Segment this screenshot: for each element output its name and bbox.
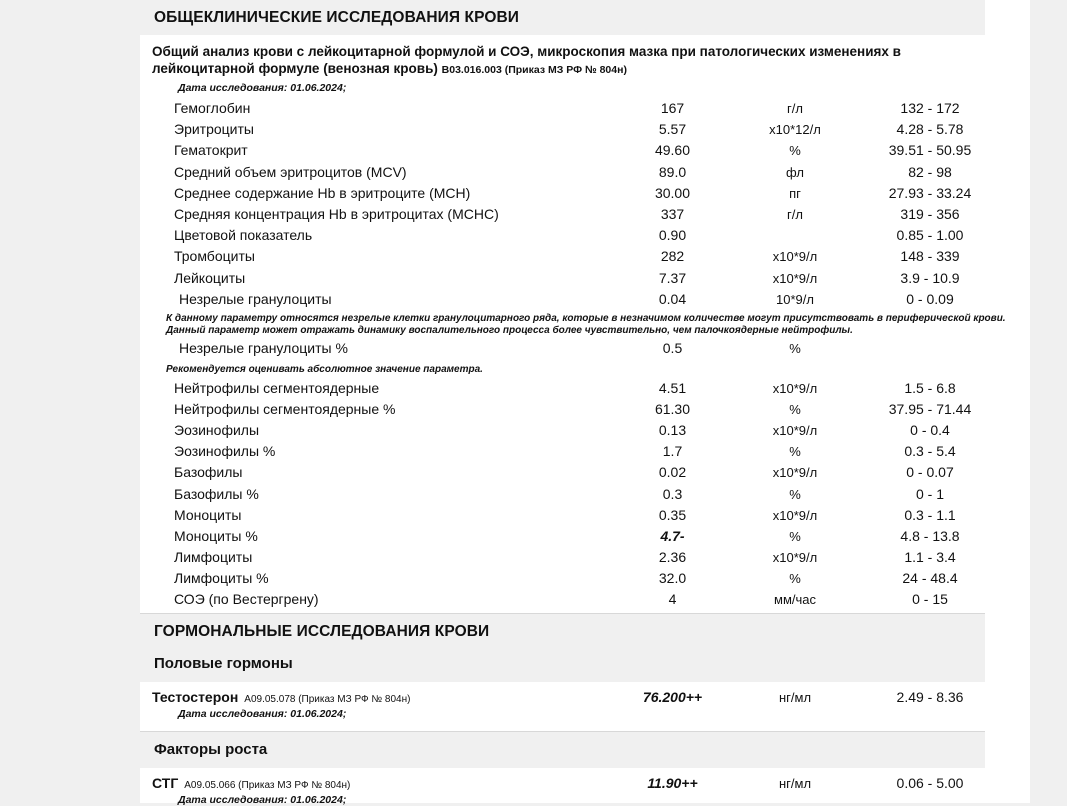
row-unit: х10*9/л xyxy=(772,380,818,396)
hormone-name: Тестостерон xyxy=(152,688,239,705)
row-reference: 132 - 172 xyxy=(900,100,960,116)
row-label: Средняя концентрация Hb в эритроцитах (MCHC) xyxy=(174,205,499,222)
row-reference: 0 - 0.4 xyxy=(910,421,950,438)
row-label: Тромбоциты xyxy=(174,248,255,265)
row-label: Эозинофилы % xyxy=(174,443,276,460)
table-row xyxy=(140,464,1030,485)
section-title-general-clinical: ОБЩЕКЛИНИЧЕСКИЕ ИССЛЕДОВАНИЯ КРОВИ xyxy=(154,9,520,26)
row-reference: 39.51 - 50.95 xyxy=(888,142,972,159)
row-value: 0.5 xyxy=(662,339,683,356)
section-band-general-clinical xyxy=(140,0,985,35)
row-label: Лимфоциты xyxy=(174,549,253,566)
row-reference: 0.06 - 5.00 xyxy=(896,774,964,791)
row-unit: нг/мл xyxy=(778,689,812,705)
row-reference: 0 - 15 xyxy=(912,591,948,608)
study-header-cbc xyxy=(140,35,1030,94)
row-label: Моноциты xyxy=(174,506,242,523)
row-label: СОЭ (по Вестергрену) xyxy=(174,591,319,608)
row-label: Гематокрит xyxy=(174,142,248,159)
row-value: 5.57 xyxy=(658,121,687,138)
subsection-title-growth-factors: Факторы роста xyxy=(154,740,268,758)
row-value: 0.13 xyxy=(658,421,687,438)
row-unit: % xyxy=(789,528,801,544)
row-unit: х10*12/л xyxy=(769,122,821,138)
study-code-cbc: B03.016.003 (Приказ МЗ РФ № 804н) xyxy=(441,64,627,76)
hormone-row-testosterone xyxy=(140,682,1030,705)
lab-report-page xyxy=(140,0,1030,806)
row-reference: 24 - 48.4 xyxy=(902,570,958,587)
row-value-abnormal: 76.200++ xyxy=(642,688,703,705)
row-value: 4 xyxy=(668,591,677,608)
row-unit: пг xyxy=(789,185,801,201)
table-row xyxy=(140,270,1030,291)
row-reference: 37.95 - 71.44 xyxy=(888,400,972,417)
row-label: Лимфоциты % xyxy=(174,570,269,587)
row-value: 30.00 xyxy=(654,184,691,201)
section-band-growth-factors xyxy=(140,732,985,768)
row-label: Нейтрофилы сегментоядерные % xyxy=(174,400,396,417)
row-value: 0.90 xyxy=(658,227,687,244)
row-reference: 0 - 0.09 xyxy=(906,290,954,307)
row-reference: 27.93 - 33.24 xyxy=(888,184,972,201)
table-row xyxy=(140,507,1030,528)
row-reference: 0.3 - 1.1 xyxy=(904,506,956,523)
table-row xyxy=(140,380,1030,401)
row-unit: х10*9/л xyxy=(772,422,818,438)
row-value-abnormal: 11.90++ xyxy=(647,774,698,791)
subsection-title-sex-hormones: Половые гормоны xyxy=(154,654,293,672)
study-date-cbc: Дата исследования: 01.06.2024; xyxy=(178,82,347,94)
table-row xyxy=(140,570,1030,591)
table-row xyxy=(140,422,1030,443)
row-reference: 1.5 - 6.8 xyxy=(904,379,956,396)
row-value: 1.7 xyxy=(662,443,683,460)
row-value: 282 xyxy=(660,248,685,265)
row-label: Среднее содержание Hb в эритроците (MCH) xyxy=(174,184,471,201)
section-band-hormonal xyxy=(140,614,985,682)
row-reference: 1.1 - 3.4 xyxy=(904,549,956,566)
study-title-cbc xyxy=(152,43,997,79)
row-reference: 2.49 - 8.36 xyxy=(896,688,964,705)
row-reference: 3.9 - 10.9 xyxy=(900,269,960,286)
table-row xyxy=(140,528,1030,549)
row-unit: х10*9/л xyxy=(772,507,818,523)
row-reference: 319 - 356 xyxy=(900,205,960,222)
row-unit: х10*9/л xyxy=(772,465,818,481)
row-value: 0.35 xyxy=(658,506,687,523)
row-unit: 10*9/л xyxy=(776,291,814,307)
row-reference: 0 - 0.07 xyxy=(906,464,954,481)
table-row xyxy=(140,121,1030,142)
study-title-text: Общий анализ крови с лейкоцитарной формулой и СОЭ, микроскопия мазка при патологических изменениях в лейкоцитарной формуле (венозная кровь) xyxy=(152,44,901,76)
table-row xyxy=(140,486,1030,507)
row-unit: нг/мл xyxy=(778,775,812,791)
table-row xyxy=(140,100,1030,121)
row-value-abnormal: 4.7- xyxy=(660,527,685,544)
row-reference: 0.3 - 5.4 xyxy=(904,443,956,460)
hormone-code: A09.05.078 (Приказ МЗ РФ № 804н) xyxy=(244,693,411,705)
row-value: 89.0 xyxy=(658,163,687,180)
table-row xyxy=(140,164,1030,185)
row-label: Лейкоциты xyxy=(174,269,246,286)
row-label: Незрелые гранулоциты % xyxy=(179,339,348,356)
row-label: Эритроциты xyxy=(174,121,254,138)
parameter-note-absolute-value: Рекомендуется оценивать абсолютное значение параметра. xyxy=(166,364,483,376)
table-row xyxy=(140,401,1030,422)
hormone-date-stg: Дата исследования: 01.06.2024; xyxy=(178,793,347,806)
table-row xyxy=(140,291,1030,312)
table-row xyxy=(140,340,1030,361)
row-label: Нейтрофилы сегментоядерные xyxy=(174,379,380,396)
row-unit: % xyxy=(789,143,801,159)
row-unit: % xyxy=(789,444,801,460)
row-unit: х10*9/л xyxy=(772,550,818,566)
row-value: 0.04 xyxy=(658,290,687,307)
row-unit: фл xyxy=(786,164,804,180)
table-row xyxy=(140,591,1030,612)
row-value: 2.36 xyxy=(658,549,687,566)
section-title-hormonal: ГОРМОНАЛЬНЫЕ ИССЛЕДОВАНИЯ КРОВИ xyxy=(154,622,490,640)
hormone-name: СТГ xyxy=(152,774,179,791)
row-unit: % xyxy=(789,571,801,587)
table-row xyxy=(140,206,1030,227)
row-label: Эозинофилы xyxy=(174,421,260,438)
table-row xyxy=(140,185,1030,206)
row-label xyxy=(140,689,610,705)
row-value: 4.51 xyxy=(658,379,687,396)
row-label: Базофилы xyxy=(174,464,243,481)
table-row xyxy=(140,142,1030,163)
row-value: 61.30 xyxy=(654,400,691,417)
parameter-note-granulocytes: К данному параметру относятся незрелые клетки гранулоцитарного ряда, которые в незначимом количестве могут присутствовать в периферической крови. Данный параметр может отражать динамику воспалительного процесса более чувствительно, чем палочкоядерные нейтрофилы. xyxy=(166,312,1006,337)
row-reference: 4.8 - 13.8 xyxy=(900,527,960,544)
row-value: 0.02 xyxy=(658,464,687,481)
row-label: Средний объем эритроцитов (MCV) xyxy=(174,163,407,180)
table-row xyxy=(140,549,1030,570)
row-reference: 4.28 - 5.78 xyxy=(896,121,964,138)
row-unit: % xyxy=(789,486,801,502)
results-table-cbc xyxy=(140,94,1030,613)
row-unit: х10*9/л xyxy=(772,270,818,286)
row-unit: г/л xyxy=(787,206,803,222)
table-row xyxy=(140,443,1030,464)
row-label: Моноциты % xyxy=(174,527,258,544)
row-label xyxy=(140,775,610,791)
row-label: Цветовой показатель xyxy=(174,227,313,244)
row-value: 337 xyxy=(660,205,685,222)
row-reference: 0.85 - 1.00 xyxy=(896,227,964,244)
hormone-code: A09.05.066 (Приказ МЗ РФ № 804н) xyxy=(184,779,351,791)
row-label: Незрелые гранулоциты xyxy=(179,290,332,307)
row-unit: % xyxy=(789,340,801,356)
row-reference: 82 - 98 xyxy=(908,163,952,180)
hormone-row-stg xyxy=(140,768,1030,791)
row-label: Гемоглобин xyxy=(174,100,251,116)
row-reference: 0 - 1 xyxy=(915,485,944,502)
row-value: 32.0 xyxy=(658,570,687,587)
row-label: Базофилы % xyxy=(174,485,259,502)
row-value: 7.37 xyxy=(658,269,687,286)
row-unit: г/л xyxy=(787,101,803,116)
row-unit: мм/час xyxy=(774,592,816,608)
row-unit: х10*9/л xyxy=(772,249,818,265)
row-unit: % xyxy=(789,401,801,417)
row-value: 167 xyxy=(660,100,685,116)
row-reference: 148 - 339 xyxy=(900,248,960,265)
row-value: 49.60 xyxy=(654,142,691,159)
hormone-date-testosterone: Дата исследования: 01.06.2024; xyxy=(178,707,347,720)
table-row xyxy=(140,248,1030,269)
row-value: 0.3 xyxy=(662,485,683,502)
table-row xyxy=(140,227,1030,248)
